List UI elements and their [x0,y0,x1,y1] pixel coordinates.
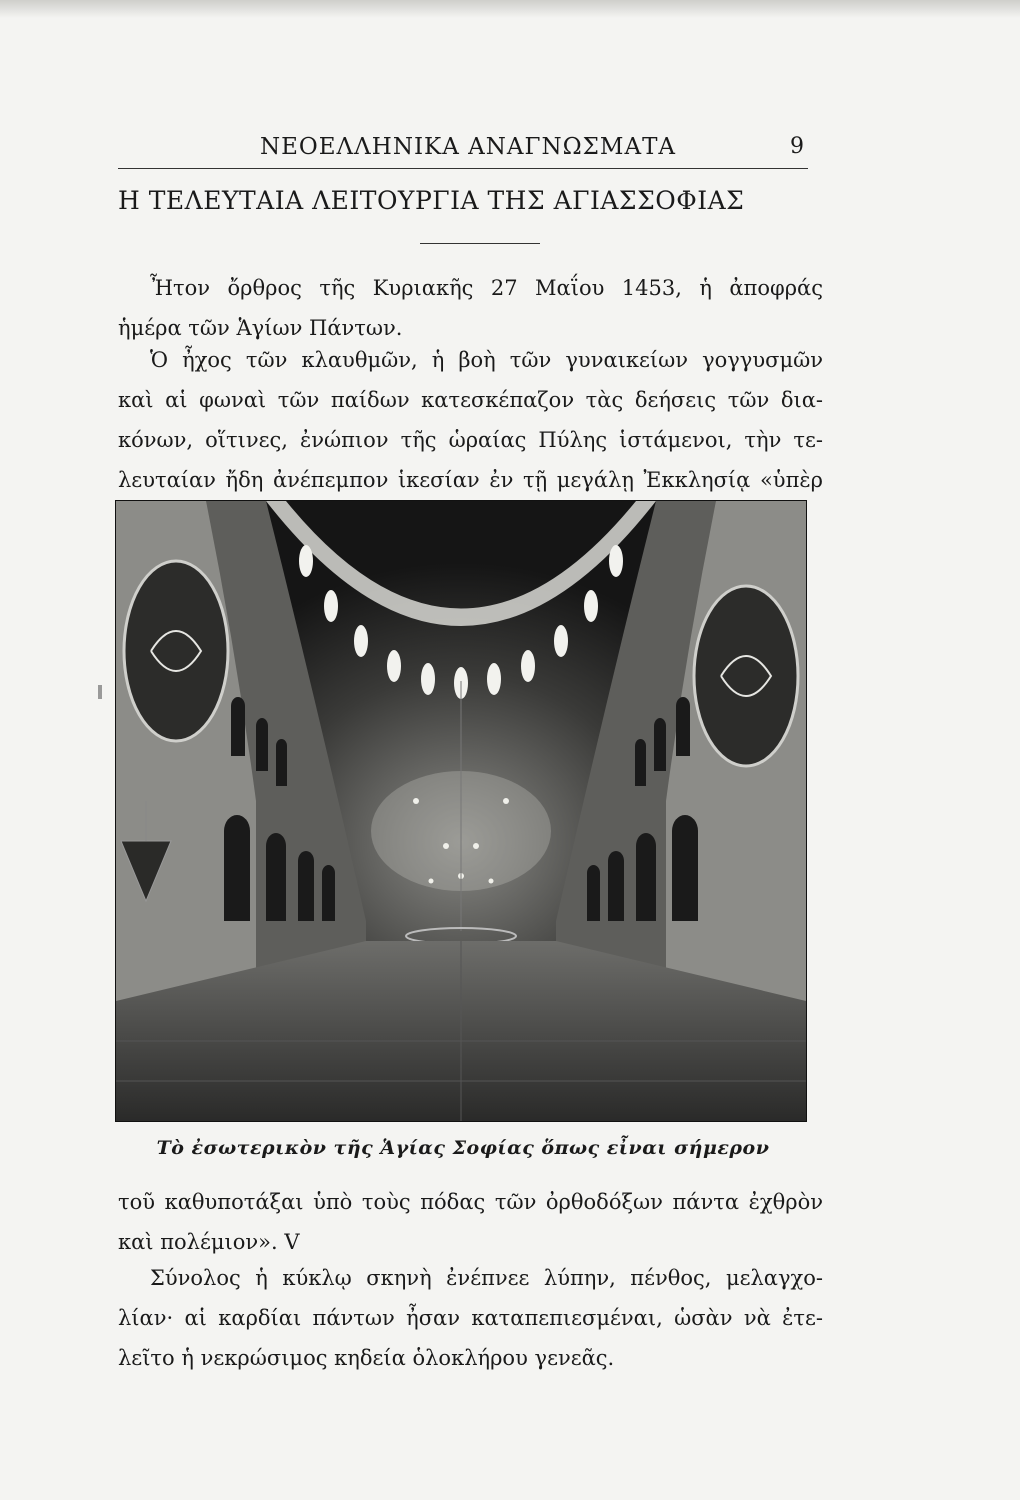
paragraph-1 [118,268,823,348]
text-line: καὶ αἱ φωναὶ τῶν παίδων κατεσκέπαζον τὰς δεήσεις τῶν δια- [118,388,823,412]
page-number: 9 [790,134,804,159]
hagia-sophia-interior-photo [115,500,807,1122]
text-line: Ὁ ἦχος τῶν κλαυθμῶν, ἡ βοὴ τῶν γυναικείων γογγυσμῶν [150,348,823,372]
margin-mark [98,685,102,699]
paragraph-3 [118,1182,823,1262]
title-rule [420,243,540,244]
running-title: ΝΕΟΕΛΛΗΝΙΚΑ ΑΝΑΓΝΩΣΜΑΤΑ [260,134,677,160]
running-header [118,128,808,169]
text-line: κόνων, οἵτινες, ἐνώπιον τῆς ὡραίας Πύλης ἱστάμενοι, τὴν τε- [118,428,823,452]
photo-illustration [116,501,806,1121]
text-line: Ἦτον ὄρθρος τῆς Κυριακῆς 27 Μαΐου 1453, ἡ ἀποφράς [150,276,823,300]
text-line: ἡμέρα τῶν Ἁγίων Πάντων. [118,316,403,340]
text-line: λεῖτο ἡ νεκρώσιμος κηδεία ὁλοκλήρου γενεᾶς. [118,1346,615,1370]
chapter-title: Η ΤΕΛΕΥΤΑΙΑ ΛΕΙΤΟΥΡΓΙΑ ΤΗΣ ΑΓΙΑΣΣΟΦΙΑΣ [118,186,745,215]
text-line: λευταίαν ἤδη ἀνέπεμπον ἱκεσίαν ἐν τῇ μεγάλῃ Ἐκκλησίᾳ «ὑπὲρ [118,468,823,492]
paragraph-4 [118,1258,823,1378]
text-line: καὶ πολέμιον». V [118,1230,300,1254]
text-line: τοῦ καθυποτάξαι ὑπὸ τοὺς πόδας τῶν ὀρθοδόξων πάντα ἐχθρὸν [118,1190,823,1214]
paragraph-2 [118,340,823,500]
page-edge-shadow [0,0,1020,18]
text-line: λίαν· αἱ καρδίαι πάντων ἦσαν καταπεπιεσμέναι, ὡσὰν νὰ ἐτε- [118,1306,823,1330]
text-line: Σύνολος ἡ κύκλῳ σκηνὴ ἐνέπνεε λύπην, πένθος, μελαγχο- [150,1266,823,1290]
photo-caption: Τὸ ἐσωτερικὸν τῆς Ἁγίας Σοφίας ὅπως εἶναι σήμερον [156,1137,770,1159]
